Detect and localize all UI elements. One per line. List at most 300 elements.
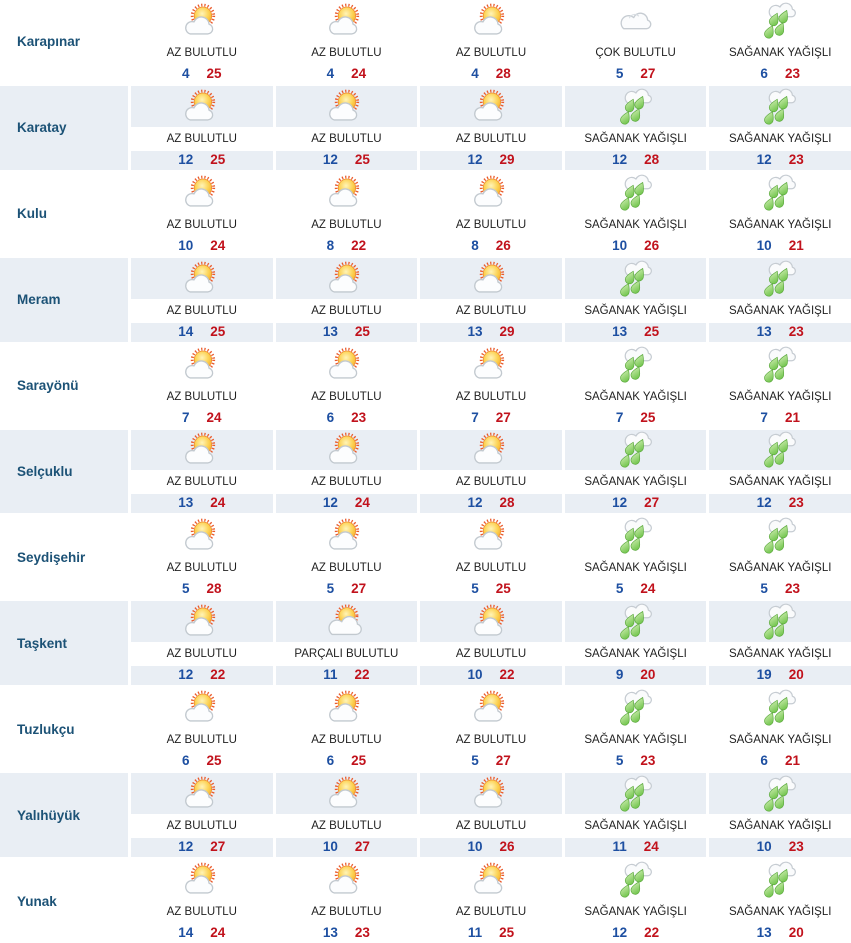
low-temp: 10 [467, 667, 483, 683]
temperature-pair [131, 580, 273, 599]
condition-label: AZ BULUTLU [455, 905, 527, 918]
temperature-pair [276, 666, 418, 685]
condition-label: SAĞANAK YAĞIŞLI [565, 470, 707, 494]
weather-icon-area [565, 773, 707, 814]
condition-label: SAĞANAK YAĞIŞLI [728, 46, 832, 59]
mostly-sunny-icon [470, 689, 512, 729]
condition-label: SAĞANAK YAĞIŞLI [709, 642, 851, 666]
day-forecast-cell [565, 344, 707, 428]
high-temp: 28 [499, 495, 515, 511]
high-temp: 25 [206, 65, 222, 81]
temperature-pair [565, 65, 707, 84]
condition-label: AZ BULUTLU [420, 642, 562, 666]
weather-icon-area [420, 258, 562, 299]
day-forecast-cell [276, 773, 418, 857]
day-forecast-cell [565, 430, 707, 514]
high-temp: 22 [210, 667, 226, 683]
day-forecast-cell [709, 515, 851, 599]
mostly-sunny-icon [470, 346, 512, 386]
condition-label: AZ BULUTLU [276, 814, 418, 838]
district-name-cell [0, 859, 128, 943]
high-temp: 25 [354, 151, 370, 167]
rain-showers-icon [759, 517, 801, 557]
temperature-pair [565, 924, 707, 943]
high-temp: 23 [640, 753, 656, 769]
district-name[interactable]: Taşkent [17, 635, 68, 651]
day-forecast-cell [131, 515, 273, 599]
day-forecast-cell [709, 172, 851, 256]
weather-icon-area [709, 258, 851, 299]
weather-icon-area [131, 258, 273, 299]
temperature-pair [709, 151, 851, 170]
temperature-pair [709, 65, 851, 84]
temperature-pair [420, 752, 562, 771]
day-forecast-cell [709, 601, 851, 685]
rain-showers-icon [615, 174, 657, 214]
low-temp: 13 [322, 924, 338, 940]
low-temp: 4 [182, 65, 190, 81]
low-temp: 10 [322, 839, 338, 855]
day-forecast-cell [131, 86, 273, 170]
low-temp: 10 [612, 237, 628, 253]
weather-icon-area [565, 0, 707, 41]
low-temp: 12 [178, 667, 194, 683]
temperature-pair [565, 323, 707, 342]
mostly-sunny-icon [181, 88, 223, 128]
day-forecast-cell [565, 86, 707, 170]
condition-label: SAĞANAK YAĞIŞLI [728, 905, 832, 918]
district-name-cell [0, 773, 128, 857]
temperature-pair [420, 65, 562, 84]
low-temp: 8 [326, 237, 335, 253]
temperature-pair [420, 924, 562, 943]
low-temp: 5 [615, 753, 624, 769]
low-temp: 5 [615, 581, 624, 597]
condition-label: AZ BULUTLU [276, 127, 418, 151]
low-temp: 6 [326, 409, 335, 425]
weather-icon-area [276, 515, 418, 556]
day-forecast-cell [131, 172, 273, 256]
high-temp: 26 [495, 237, 511, 253]
temperature-pair [420, 409, 562, 428]
mostly-sunny-icon [470, 260, 512, 300]
rain-showers-icon [759, 260, 801, 300]
weather-icon-area [276, 601, 418, 642]
district-name-cell [0, 172, 128, 256]
rain-showers-icon [759, 775, 801, 815]
condition-label: AZ BULUTLU [166, 562, 237, 575]
mostly-sunny-icon [325, 260, 367, 300]
weather-icon-area [420, 172, 562, 213]
condition-label: SAĞANAK YAĞIŞLI [584, 218, 687, 231]
condition-label: AZ BULUTLU [311, 390, 382, 403]
rain-showers-icon [759, 88, 801, 128]
day-forecast-cell [709, 86, 851, 170]
low-temp: 12 [612, 924, 628, 940]
temperature-pair [131, 237, 273, 256]
weather-icon-area [565, 601, 707, 642]
low-temp: 5 [182, 581, 190, 597]
condition-label: SAĞANAK YAĞIŞLI [565, 814, 707, 838]
day-forecast-cell [709, 773, 851, 857]
high-temp: 24 [210, 495, 226, 511]
low-temp: 11 [612, 839, 627, 855]
mostly-sunny-icon [181, 689, 223, 729]
rain-showers-icon [615, 431, 657, 471]
forecast-row [0, 256, 851, 342]
high-temp: 21 [784, 409, 800, 425]
condition-label: SAĞANAK YAĞIŞLI [709, 299, 851, 323]
condition-label: SAĞANAK YAĞIŞLI [584, 390, 687, 403]
high-temp: 24 [354, 495, 370, 511]
high-temp: 24 [210, 924, 226, 940]
condition-label: SAĞANAK YAĞIŞLI [584, 734, 687, 747]
district-name[interactable]: Seydişehir [17, 549, 86, 565]
day-forecast-cell [276, 515, 418, 599]
condition-label: AZ BULUTLU [131, 814, 273, 838]
temperature-pair [276, 409, 418, 428]
condition-label: AZ BULUTLU [455, 390, 527, 403]
district-name-cell [0, 601, 128, 685]
district-name[interactable]: Karatay [17, 120, 67, 136]
temperature-pair [565, 237, 707, 256]
day-forecast-cell [131, 430, 273, 514]
low-temp: 7 [615, 409, 624, 425]
district-name[interactable]: Tuzlukçu [17, 721, 75, 737]
district-name[interactable]: Yunak [17, 893, 57, 909]
mostly-sunny-icon [325, 431, 367, 471]
weather-icon-area [709, 430, 851, 471]
high-temp: 22 [499, 667, 515, 683]
district-name[interactable]: Meram [17, 292, 61, 308]
high-temp: 25 [210, 151, 226, 167]
high-temp: 23 [788, 839, 804, 855]
high-temp: 27 [210, 839, 226, 855]
low-temp: 4 [326, 65, 335, 81]
weather-icon-area [131, 515, 273, 556]
day-forecast-cell [565, 859, 707, 943]
low-temp: 7 [760, 409, 768, 425]
temperature-pair [420, 666, 562, 685]
condition-label: AZ BULUTLU [131, 299, 273, 323]
condition-label: SAĞANAK YAĞIŞLI [565, 299, 707, 323]
district-name-cell [0, 258, 128, 342]
weather-icon-area [565, 859, 707, 900]
condition-label: AZ BULUTLU [131, 470, 273, 494]
temperature-pair [276, 580, 418, 599]
forecast-row [0, 685, 851, 771]
temperature-pair [709, 666, 851, 685]
day-forecast-cell [131, 601, 273, 685]
district-name-cell [0, 687, 128, 771]
weather-icon-area [131, 0, 273, 41]
high-temp: 20 [788, 924, 804, 940]
weather-icon-area [420, 859, 562, 900]
day-forecast-cell [276, 859, 418, 943]
forecast-row [0, 599, 851, 685]
day-forecast-cell [709, 430, 851, 514]
temperature-pair [131, 924, 273, 943]
condition-label: SAĞANAK YAĞIŞLI [565, 642, 707, 666]
district-name-cell [0, 86, 128, 170]
condition-label: ÇOK BULUTLU [595, 46, 676, 59]
low-temp: 9 [615, 667, 624, 683]
mostly-sunny-icon [181, 775, 223, 815]
mostly-sunny-icon [470, 775, 512, 815]
day-forecast-cell [709, 344, 851, 428]
district-name[interactable]: Sarayönü [17, 378, 79, 394]
low-temp: 14 [178, 323, 194, 339]
weather-icon-area [420, 601, 562, 642]
temperature-pair [276, 237, 418, 256]
low-temp: 12 [178, 151, 194, 167]
temperature-pair [131, 409, 273, 428]
day-forecast-cell [565, 258, 707, 342]
day-forecast-cell [420, 172, 562, 256]
high-temp: 25 [354, 323, 370, 339]
condition-label: AZ BULUTLU [311, 734, 382, 747]
weather-icon-area [276, 172, 418, 213]
condition-label: AZ BULUTLU [276, 299, 418, 323]
temperature-pair [131, 323, 273, 342]
low-temp: 10 [756, 237, 772, 253]
weather-icon-area [131, 601, 273, 642]
weather-icon-area [420, 430, 562, 471]
high-temp: 28 [206, 581, 222, 597]
weather-icon-area [276, 0, 418, 41]
day-forecast-cell [709, 687, 851, 771]
weather-icon-area [420, 0, 562, 41]
weather-icon-area [565, 515, 707, 556]
condition-label: PARÇALI BULUTLU [276, 642, 418, 666]
low-temp: 5 [760, 581, 768, 597]
condition-label: AZ BULUTLU [455, 562, 527, 575]
temperature-pair [420, 151, 562, 170]
temperature-pair [709, 924, 851, 943]
low-temp: 10 [467, 839, 483, 855]
rain-showers-icon [759, 174, 801, 214]
high-temp: 24 [643, 839, 659, 855]
low-temp: 7 [471, 409, 479, 425]
day-forecast-cell [565, 515, 707, 599]
condition-label: AZ BULUTLU [455, 46, 527, 59]
low-temp: 14 [178, 924, 194, 940]
low-temp: 12 [322, 151, 338, 167]
high-temp: 23 [788, 151, 804, 167]
low-temp: 12 [178, 839, 194, 855]
high-temp: 23 [784, 65, 800, 81]
day-forecast-cell [276, 258, 418, 342]
day-forecast-cell [420, 859, 562, 943]
weather-icon-area [131, 773, 273, 814]
weather-icon-area [420, 515, 562, 556]
day-forecast-cell [420, 601, 562, 685]
district-name[interactable]: Karapınar [17, 34, 81, 50]
weather-icon-area [709, 0, 851, 41]
high-temp: 25 [640, 409, 656, 425]
day-forecast-cell [420, 430, 562, 514]
low-temp: 12 [756, 495, 772, 511]
condition-label: AZ BULUTLU [276, 470, 418, 494]
weather-icon-area [131, 172, 273, 213]
temperature-pair [276, 924, 418, 943]
day-forecast-cell [131, 687, 273, 771]
weather-icon-area [276, 344, 418, 385]
mostly-sunny-icon [181, 260, 223, 300]
day-forecast-cell [709, 0, 851, 84]
low-temp: 6 [182, 753, 190, 769]
forecast-row [0, 170, 851, 256]
weather-icon-area [131, 430, 273, 471]
day-forecast-cell [420, 773, 562, 857]
weather-icon-area [420, 687, 562, 728]
low-temp: 12 [756, 151, 772, 167]
low-temp: 6 [760, 753, 768, 769]
low-temp: 6 [326, 753, 335, 769]
condition-label: SAĞANAK YAĞIŞLI [709, 470, 851, 494]
low-temp: 13 [756, 924, 772, 940]
day-forecast-cell [420, 344, 562, 428]
temperature-pair [565, 838, 707, 857]
district-name[interactable]: Selçuklu [17, 463, 73, 479]
temperature-pair [131, 752, 273, 771]
temperature-pair [420, 494, 562, 513]
weather-icon-area [276, 258, 418, 299]
temperature-pair [709, 752, 851, 771]
condition-label: SAĞANAK YAĞIŞLI [728, 218, 832, 231]
temperature-pair [565, 409, 707, 428]
high-temp: 21 [784, 753, 800, 769]
high-temp: 29 [499, 151, 515, 167]
high-temp: 25 [499, 924, 515, 940]
weather-icon-area [276, 859, 418, 900]
weather-icon-area [709, 86, 851, 127]
high-temp: 24 [351, 65, 367, 81]
low-temp: 10 [756, 839, 772, 855]
condition-label: AZ BULUTLU [420, 127, 562, 151]
district-name[interactable]: Yalıhüyük [17, 807, 81, 823]
weather-icon-area [709, 687, 851, 728]
condition-label: AZ BULUTLU [166, 218, 237, 231]
day-forecast-cell [420, 86, 562, 170]
high-temp: 23 [351, 409, 367, 425]
condition-label: AZ BULUTLU [166, 390, 237, 403]
temperature-pair [420, 838, 562, 857]
temperature-pair [709, 323, 851, 342]
partly-cloudy-icon [325, 603, 367, 643]
mostly-sunny-icon [470, 861, 512, 901]
temperature-pair [420, 580, 562, 599]
high-temp: 21 [788, 237, 804, 253]
low-temp: 6 [760, 65, 768, 81]
low-temp: 13 [322, 323, 338, 339]
temperature-pair [565, 752, 707, 771]
forecast-row [0, 513, 851, 599]
high-temp: 25 [644, 323, 660, 339]
high-temp: 22 [354, 667, 370, 683]
weather-icon-area [131, 687, 273, 728]
mostly-sunny-icon [325, 861, 367, 901]
high-temp: 25 [351, 753, 367, 769]
condition-label: AZ BULUTLU [311, 218, 382, 231]
day-forecast-cell [709, 258, 851, 342]
forecast-row [0, 0, 851, 84]
weather-icon-area [420, 344, 562, 385]
temperature-pair [131, 65, 273, 84]
high-temp: 22 [644, 924, 660, 940]
weather-icon-area [131, 86, 273, 127]
low-temp: 13 [467, 323, 483, 339]
forecast-row [0, 342, 851, 428]
high-temp: 23 [784, 581, 800, 597]
mostly-sunny-icon [325, 346, 367, 386]
high-temp: 26 [499, 839, 515, 855]
weather-icon-area [709, 601, 851, 642]
temperature-pair [276, 151, 418, 170]
day-forecast-cell [276, 172, 418, 256]
high-temp: 27 [495, 409, 511, 425]
district-name[interactable]: Kulu [17, 206, 47, 222]
condition-label: SAĞANAK YAĞIŞLI [584, 905, 687, 918]
low-temp: 5 [326, 581, 335, 597]
high-temp: 23 [788, 495, 804, 511]
high-temp: 25 [206, 753, 222, 769]
day-forecast-cell [276, 0, 418, 84]
low-temp: 7 [182, 409, 190, 425]
mostly-sunny-icon [325, 88, 367, 128]
mostly-sunny-icon [181, 603, 223, 643]
day-forecast-cell [709, 859, 851, 943]
day-forecast-cell [420, 258, 562, 342]
rain-showers-icon [615, 603, 657, 643]
condition-label: AZ BULUTLU [131, 642, 273, 666]
weather-icon-area [420, 773, 562, 814]
weather-icon-area [565, 344, 707, 385]
mostly-sunny-icon [325, 689, 367, 729]
rain-showers-icon [759, 603, 801, 643]
day-forecast-cell [276, 344, 418, 428]
high-temp: 29 [499, 323, 515, 339]
condition-label: AZ BULUTLU [166, 46, 237, 59]
district-name-cell [0, 430, 128, 514]
mostly-sunny-icon [325, 2, 367, 42]
mostly-sunny-icon [181, 2, 223, 42]
mostly-sunny-icon [181, 346, 223, 386]
high-temp: 22 [351, 237, 367, 253]
low-temp: 8 [471, 237, 479, 253]
weather-icon-area [565, 687, 707, 728]
mostly-sunny-icon [181, 517, 223, 557]
high-temp: 25 [495, 581, 511, 597]
low-temp: 10 [178, 237, 194, 253]
low-temp: 19 [756, 667, 772, 683]
mostly-sunny-icon [470, 517, 512, 557]
mostly-sunny-icon [470, 431, 512, 471]
temperature-pair [709, 237, 851, 256]
rain-showers-icon [615, 689, 657, 729]
condition-label: AZ BULUTLU [311, 46, 382, 59]
rain-showers-icon [615, 346, 657, 386]
rain-showers-icon [759, 346, 801, 386]
low-temp: 5 [615, 65, 624, 81]
day-forecast-cell [420, 515, 562, 599]
high-temp: 27 [640, 65, 656, 81]
day-forecast-cell [131, 258, 273, 342]
high-temp: 20 [788, 667, 804, 683]
rain-showers-icon [615, 88, 657, 128]
high-temp: 28 [495, 65, 511, 81]
day-forecast-cell [131, 773, 273, 857]
